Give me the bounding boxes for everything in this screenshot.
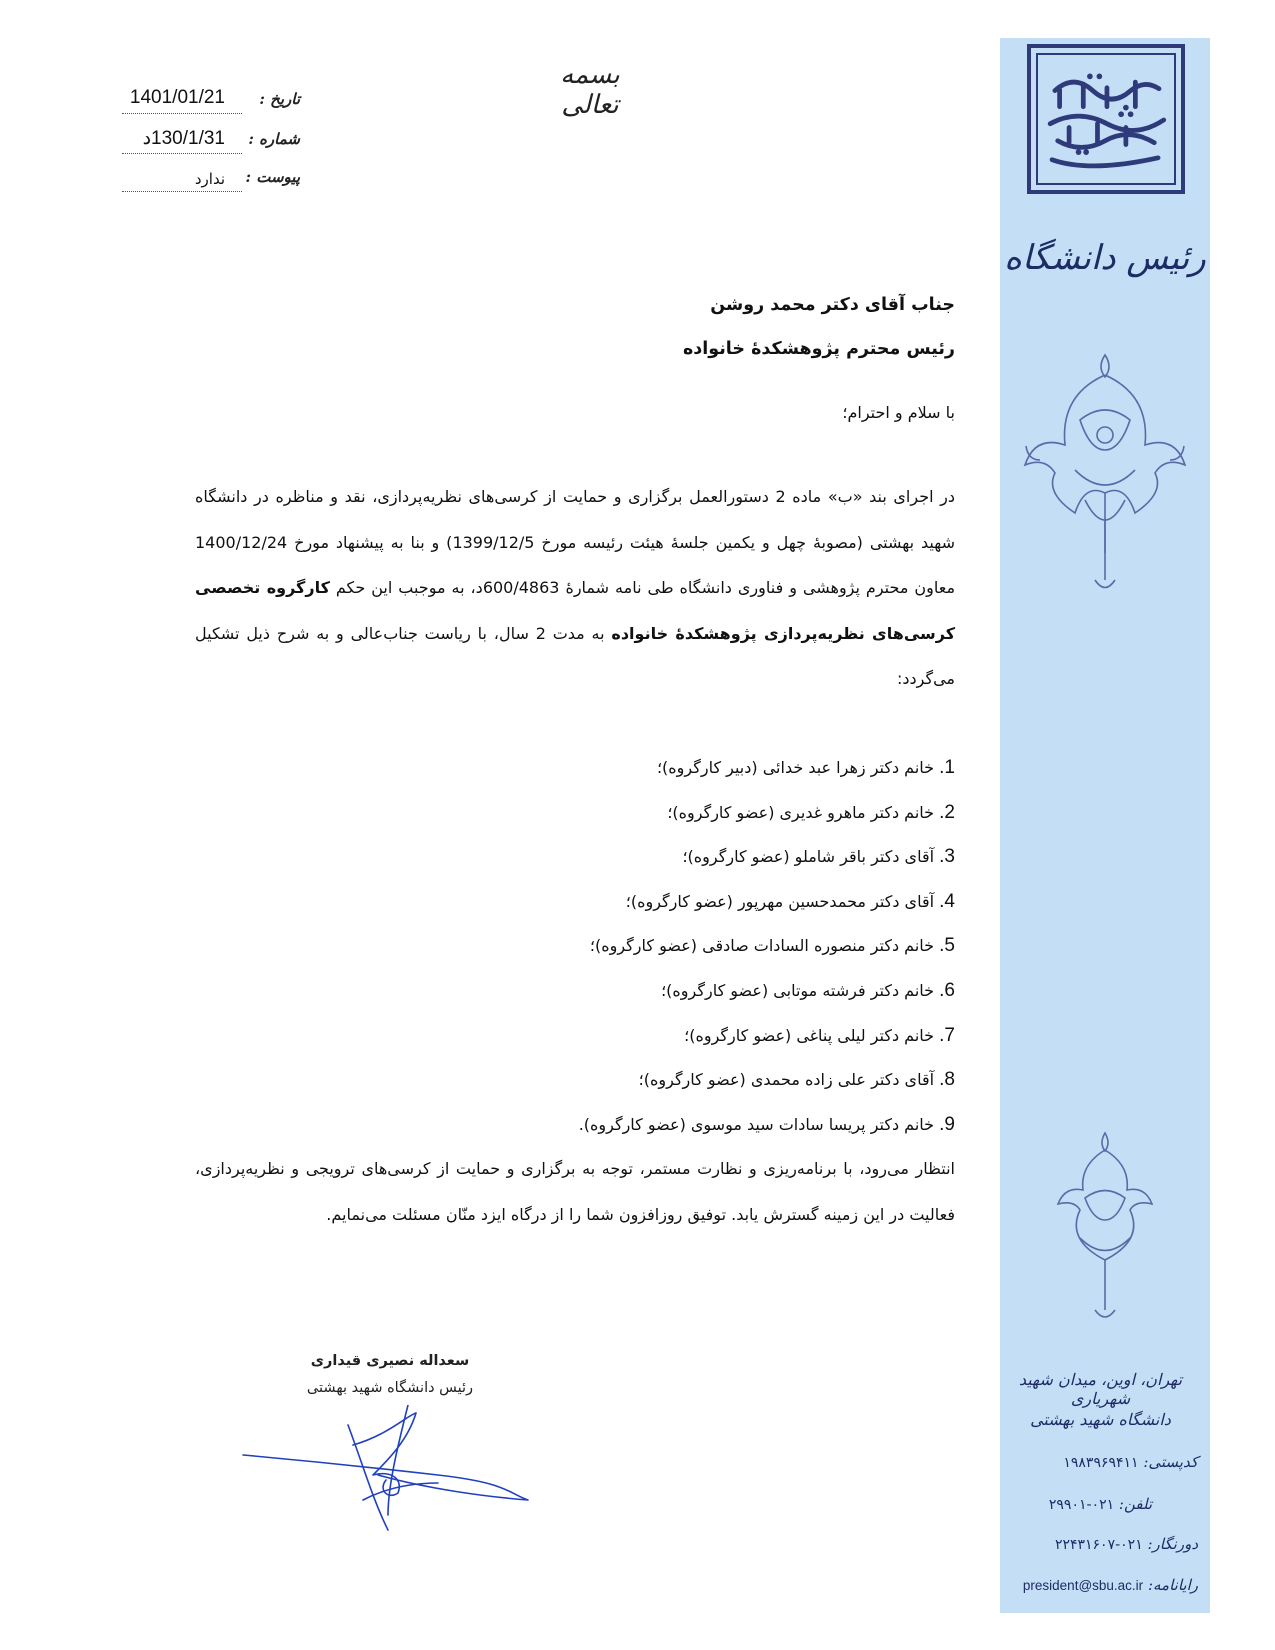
sidebar-phone: [1003, 1495, 1198, 1513]
phone-label: تلفن:: [1118, 1495, 1153, 1513]
attachment-label: پیوست :: [245, 168, 300, 186]
list-item: [195, 1058, 955, 1103]
addressee-title: رئیس محترم پژوهشکدهٔ خانواده: [682, 339, 955, 359]
list-item: [195, 746, 955, 791]
list-item-text: آقای دکتر باقر شاملو (عضو کارگروه)؛: [682, 847, 935, 867]
signer-name: سعداله نصیری قیداری: [310, 1353, 470, 1369]
sidebar-address-line2: دانشگاه شهید بهشتی: [1030, 1410, 1171, 1429]
number-value: 130/1/31د: [142, 128, 225, 149]
email-link[interactable]: president@sbu.ac.ir: [1022, 1578, 1144, 1593]
addressee-block: [195, 283, 955, 371]
sidebar-fax: [1003, 1535, 1198, 1553]
list-item: [195, 1103, 955, 1148]
date-value: 1401/01/21: [129, 87, 225, 108]
body-paragraph-1: [195, 474, 955, 702]
postcode-label: کدپستی:: [1143, 1453, 1198, 1471]
list-item: [195, 835, 955, 880]
fax-value: ۰۲۱-۲۲۴۳۱۶۰۷: [1054, 1537, 1143, 1553]
date-dotted-line: [122, 113, 242, 114]
attachment-field: [120, 168, 300, 196]
list-item-text: خانم دکتر پریسا سادات سید موسوی (عضو کارگروه).: [578, 1114, 935, 1134]
bismillah-heading: بسمه تعالی: [560, 60, 620, 120]
list-item: [195, 969, 955, 1014]
list-item-number: 9.: [939, 1113, 955, 1135]
sidebar-postcode: [1003, 1453, 1198, 1471]
list-item: [195, 924, 955, 969]
list-item-number: 6.: [939, 979, 955, 1001]
list-item-number: 7.: [939, 1024, 955, 1046]
list-item-number: 1.: [939, 757, 955, 778]
addressee-name: جناب آقای دکتر محمد روشن: [710, 295, 955, 315]
members-list: [195, 746, 955, 1147]
list-item-text: خانم دکتر منصوره السادات صادقی (عضو کارگروه)؛: [589, 936, 935, 956]
sidebar-email: [1003, 1576, 1198, 1594]
attachment-dotted-line: [122, 191, 242, 192]
list-item: [195, 880, 955, 925]
list-item-text: آقای دکتر محمدحسین مهرپور (عضو کارگروه)؛: [625, 891, 935, 911]
handwritten-signature-icon: [238, 1405, 538, 1535]
number-field: [120, 130, 300, 158]
greeting: با سلام و احترام؛: [842, 403, 955, 422]
list-item-text: خانم دکتر لیلی پناغی (عضو کارگروه)؛: [684, 1025, 935, 1045]
arabesque-ornament-icon: [1020, 350, 1190, 600]
body-paragraph-2: انتظار می‌رود، با برنامه‌ریزی و نظارت مستمر، توجه به برگزاری و حمایت از کرسی‌های ترویجی و نظریه‌پردازی، فعالیت در این زمینه گسترش یابد. توفیق روزافزون شما را از درگاه ایزد منّان مسئلت می‌نمایم.: [195, 1159, 955, 1224]
list-item: [195, 791, 955, 836]
email-label: رایانامه:: [1147, 1576, 1198, 1594]
list-item-number: 8.: [939, 1069, 955, 1091]
phone-value: ۰۲۱-۲۹۹۰۱: [1048, 1497, 1115, 1513]
list-item: [195, 1014, 955, 1059]
list-item-text: خانم دکتر زهرا عبد خدائی (دبیر کارگروه)؛: [656, 758, 935, 777]
fax-label: دورنگار:: [1147, 1535, 1198, 1553]
arabesque-ornament-bottom-icon: [1040, 1128, 1170, 1338]
number-dotted-line: [122, 153, 242, 154]
logo-calligraphy-icon: [1031, 48, 1181, 190]
date-field: [120, 87, 300, 118]
list-item-number: 2.: [939, 801, 955, 823]
list-item-text: خانم دکتر فرشته موتابی (عضو کارگروه)؛: [661, 980, 935, 1000]
para1-text-a: در اجرای بند «ب» ماده 2 دستورالعمل برگزاری و حمایت از کرسی‌های نظریه‌پردازی، نقد و مناظره در دانشگاه شهید بهشتی (مصوبهٔ چهل و یکمین جلسهٔ هیئت رئیسه مورخ 1399/12/5) و بنا به پیشنهاد مورخ 1400/12/24 معاون محترم پژوهشی و فناوری دانشگاه طی نامه شمارهٔ 600/4863د، به موجبب این حکم: [195, 487, 956, 598]
list-item-number: 4.: [939, 890, 955, 912]
para1-text-b: به مدت 2 سال، با ریاست جناب‌عالی و به شرح ذیل تشکیل می‌گردد:: [195, 623, 955, 689]
date-label: تاریخ :: [259, 90, 300, 108]
list-item-text: خانم دکتر ماهرو غدیری (عضو کارگروه)؛: [667, 802, 935, 822]
para1-bold-text: کارگروه تخصصی کرسی‌های نظریه‌پردازی پژوهشکدهٔ خانواده: [195, 578, 956, 643]
signer-title: رئیس دانشگاه شهید بهشتی: [306, 1380, 474, 1396]
list-item-text: آقای دکتر علی زاده محمدی (عضو کارگروه)؛: [638, 1070, 935, 1090]
sidebar-role-title: رئیس دانشگاه: [1004, 238, 1206, 278]
letterhead-sidebar: [1000, 38, 1210, 1613]
number-label: شماره :: [248, 130, 300, 148]
postcode-value: ۱۹۸۳۹۶۹۴۱۱: [1063, 1455, 1139, 1471]
university-logo: [1027, 44, 1185, 194]
sidebar-address-line1: تهران، اوین، میدان شهید شهریاری: [1018, 1370, 1183, 1408]
list-item-number: 5.: [939, 935, 955, 957]
attachment-value: ندارد: [194, 170, 225, 188]
list-item-number: 3.: [939, 846, 955, 868]
